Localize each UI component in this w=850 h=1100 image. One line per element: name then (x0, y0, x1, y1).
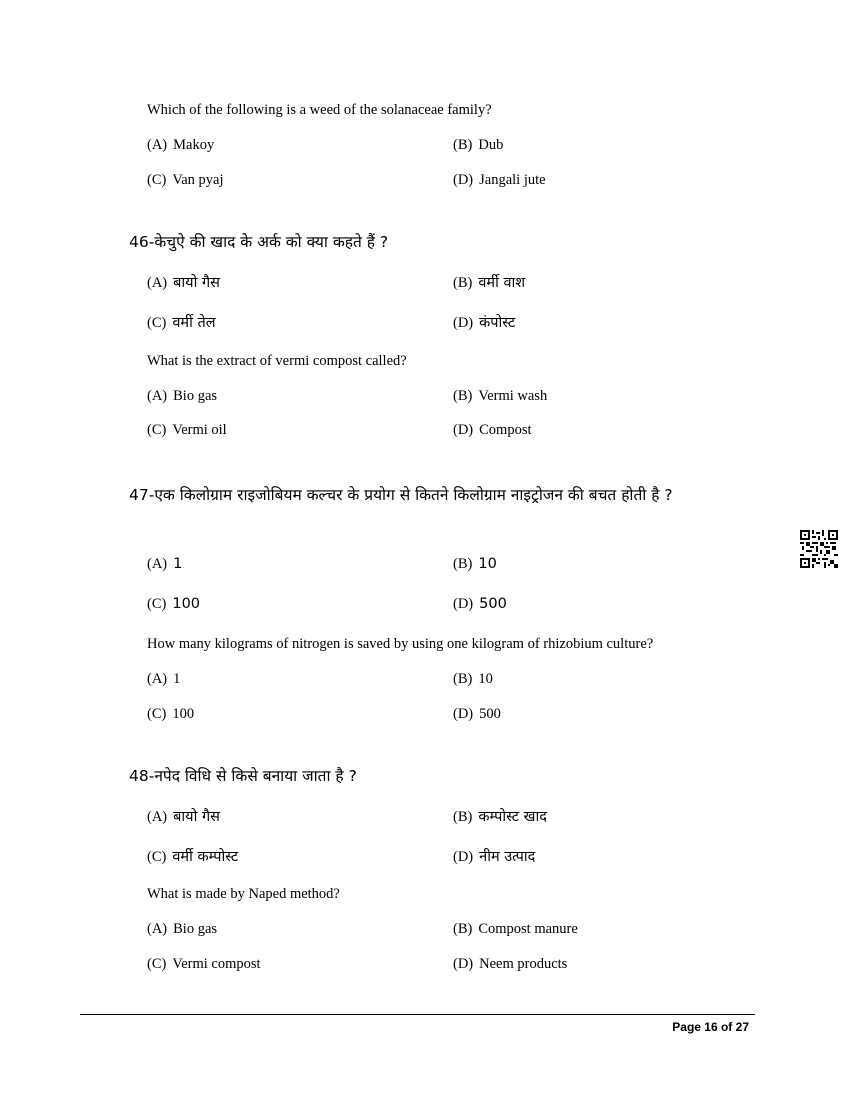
q47-hi-option-c: (C) 100 (147, 596, 201, 612)
q48-en-option-b: (B) Compost manure (453, 921, 578, 937)
q46-english-question: What is the extract of vermi compost called? (147, 353, 407, 369)
q47-en-option-b: (B) 10 (453, 671, 493, 687)
q46-hi-option-a: (A) बायो गैस (147, 275, 220, 291)
q46-en-option-a: (A) Bio gas (147, 388, 218, 404)
q48-hi-option-a: (A) बायो गैस (147, 809, 220, 825)
q48-en-option-a: (A) Bio gas (147, 921, 218, 937)
q45-en-option-d: (D) Jangali jute (453, 172, 546, 188)
q47-en-option-c: (C) 100 (147, 706, 195, 722)
q47-hindi-question: 47-एक किलोग्राम राइजोबियम कल्चर के प्रयोग से कितने किलोग्राम नाइट्रोजन की बचत होती है ? (129, 486, 673, 504)
q47-hi-option-d: (D) 500 (453, 596, 507, 612)
q48-hindi-question: 48-नपेद विधि से किसे बनाया जाता है ? (129, 767, 357, 785)
q47-en-option-d: (D) 500 (453, 706, 501, 722)
q47-english-question: How many kilograms of nitrogen is saved by using one kilogram of rhizobium culture? (147, 636, 654, 652)
q45-en-option-c: (C) Van pyaj (147, 172, 224, 188)
q46-hi-option-b: (B) वर्मी वाश (453, 275, 526, 291)
q45-en-option-a: (A) Makoy (147, 137, 215, 153)
q47-hi-option-a: (A) 1 (147, 556, 183, 572)
qr-code-icon (800, 530, 838, 568)
q48-number: 48- (129, 767, 155, 785)
footer-divider (80, 1014, 755, 1015)
q45-en-option-b: (B) Dub (453, 137, 504, 153)
q47-en-option-a: (A) 1 (147, 671, 181, 687)
q46-hi-option-c: (C) वर्मी तेल (147, 315, 216, 331)
q46-en-option-b: (B) Vermi wash (453, 388, 548, 404)
q48-hi-option-b: (B) कम्पोस्ट खाद (453, 809, 547, 825)
q48-hi-option-c: (C) वर्मी कम्पोस्ट (147, 849, 239, 865)
q46-number: 46- (129, 233, 155, 251)
q47-hi-option-b: (B) 10 (453, 556, 497, 572)
q48-en-option-c: (C) Vermi compost (147, 956, 261, 972)
q48-english-question: What is made by Naped method? (147, 886, 340, 902)
q48-en-option-d: (D) Neem products (453, 956, 568, 972)
q46-hi-option-d: (D) कंपोस्ट (453, 315, 516, 331)
page-number: Page 16 of 27 (672, 1020, 749, 1034)
q46-hindi-question: 46-केचुऐ की खाद के अर्क को क्या कहते हैं ? (129, 233, 389, 251)
q46-en-option-d: (D) Compost (453, 422, 532, 438)
q46-en-option-c: (C) Vermi oil (147, 422, 227, 438)
q48-hi-option-d: (D) नीम उत्पाद (453, 849, 536, 865)
q47-number: 47- (129, 486, 155, 504)
q45-english-question: Which of the following is a weed of the solanaceae family? (147, 102, 492, 118)
